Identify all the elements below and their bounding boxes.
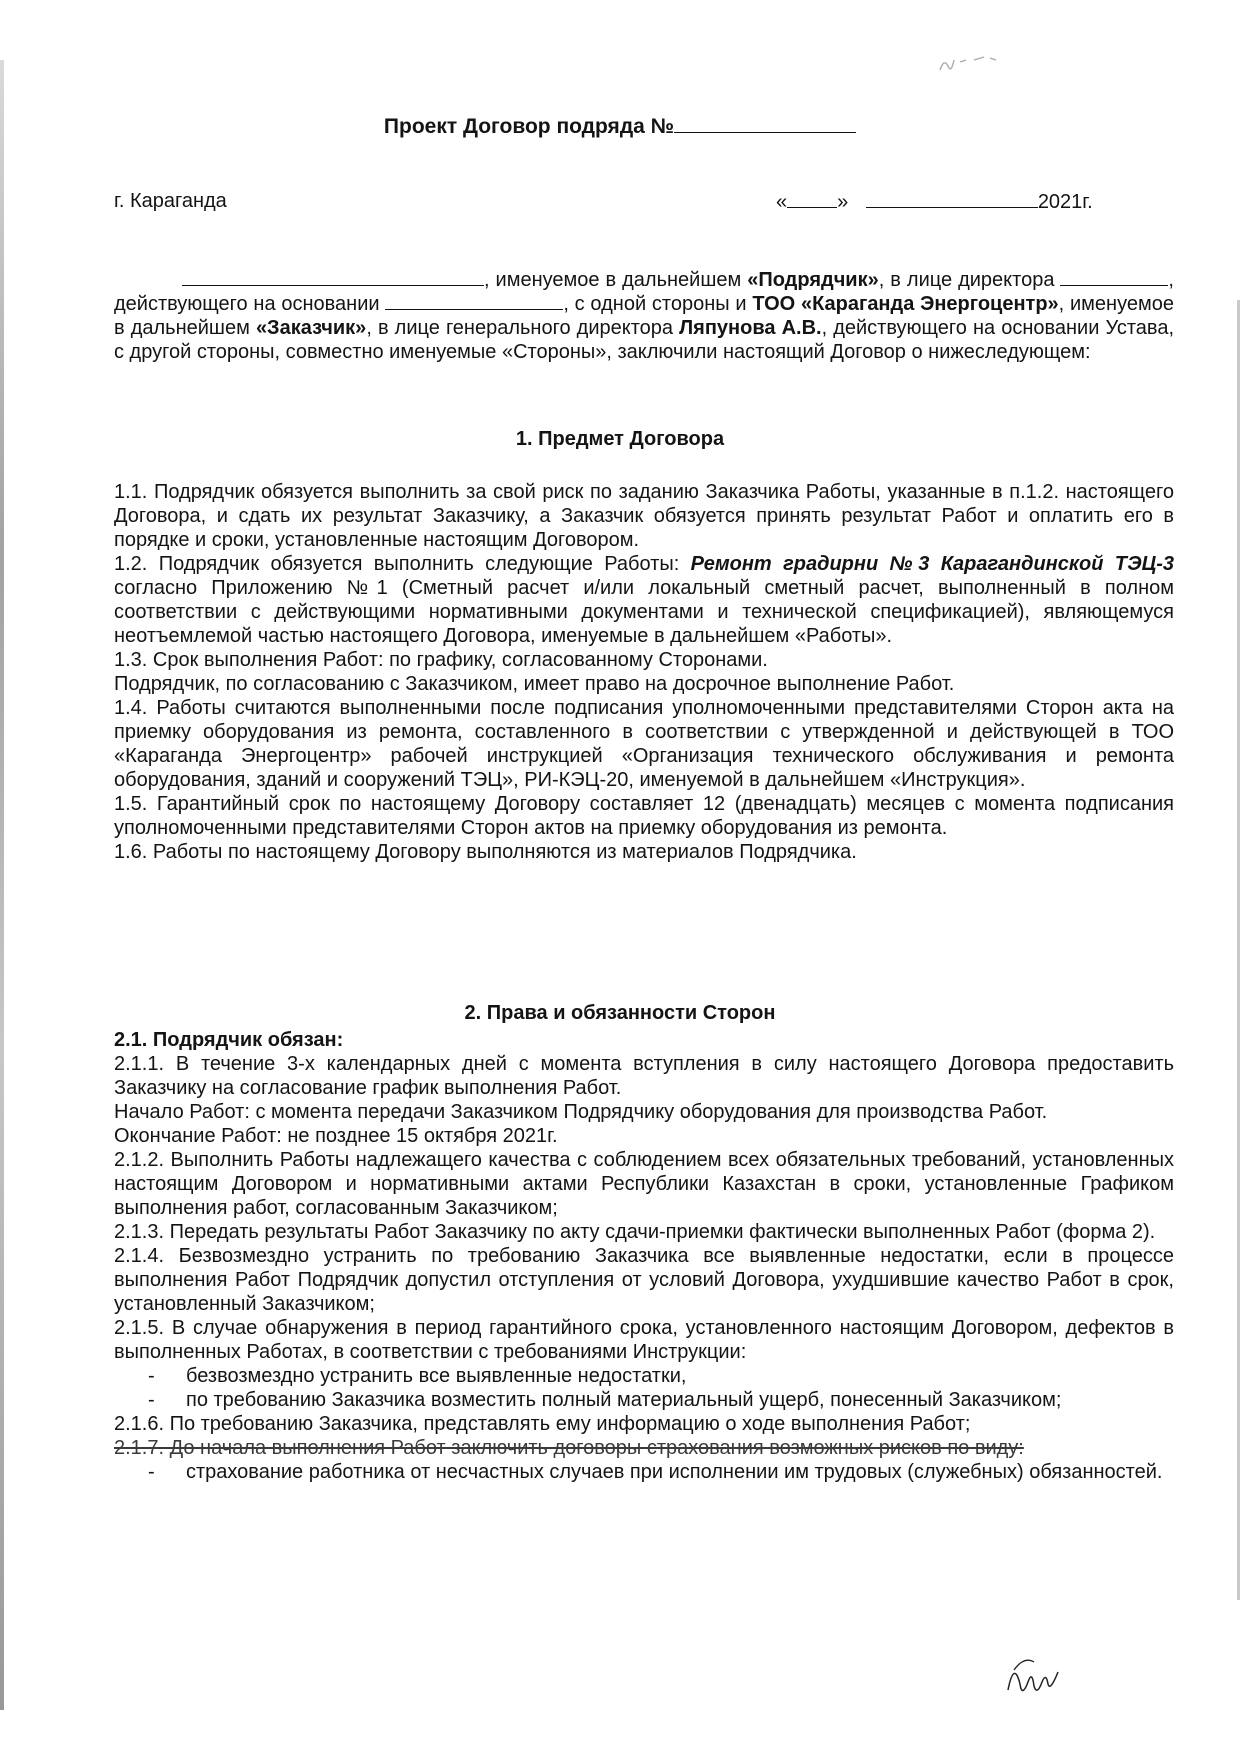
clause-1-2: 1.2. Подрядчик обязуется выполнить следующие Работы: Ремонт градирни №3 Карагандинской ТЭЦ-3 согласно Приложению №1 (Сметный расчет и/или локальный сметный расчет, выполненный в полном соответствии с действующими нормативными документами и технической спецификацией), являющемуся неотъемлемой частью настоящего Договора, именуемые в дальнейшем «Работы». <box>114 553 1174 647</box>
work-end: Окончание Работ: не позднее 15 октября 2021г. <box>114 1125 558 1147</box>
basis-blank <box>385 292 563 310</box>
day-blank <box>787 190 837 208</box>
subsection-2-1: 2.1. Подрядчик обязан: <box>114 1029 344 1051</box>
contract-number-blank <box>674 114 856 133</box>
clause-1-5: 1.5. Гарантийный срок по настоящему Договору составляет 12 (двенадцать) месяцев с момента подписания уполномоченными представителями Сторон актов на приемку оборудования из ремонта. <box>114 793 1174 839</box>
clause-2-1-2: 2.1.2. Выполнить Работы надлежащего качества с соблюдением всех обязательных требований, установленных настоящим Договором и нормативными актами Республики Казахстан в сроки, установленные Графиком выполнения работ, согласованным Заказчиком; <box>114 1149 1174 1219</box>
month-blank <box>866 190 1038 208</box>
preamble: , именуемое в дальнейшем «Подрядчик», в лице директора , действующего на основании , с одной стороны и ТОО «Караганда Энергоцентр», именуемое в дальнейшем «Заказчик», в лице генерального директора Ляпунова А.В., действующего на основании Устава, с другой стороны, совместно именуемые «Стороны», заключили настоящий Договор о нижеследующем: <box>114 269 1174 363</box>
clause-2-1-4: 2.1.4. Безвозмездно устранить по требованию Заказчика все выявленные недостатки, если в процессе выполнения Работ Подрядчик допустил отступления от условий Договора, ухудшившие качество Работ в срок, установленный Заказчиком; <box>114 1245 1174 1315</box>
clause-1-1: 1.1. Подрядчик обязуется выполнить за свой риск по заданию Заказчика Работы, указанные в п.1.2. настоящего Договора, и сдать их результат Заказчику, а Заказчик обязуется принять результат Работ и оплатить его в порядке и сроки, установленные настоящим Договором. <box>114 481 1174 551</box>
section-1-heading: 1. Предмет Договора <box>515 428 725 450</box>
section-2-body <box>114 1028 1174 1484</box>
clause-2-1-5: 2.1.5. В случае обнаружения в период гарантийного срока, установленного настоящим Договором, дефектов в выполненных Работах, в соответствии с требованиями Инструкции: <box>114 1317 1174 1363</box>
clause-2-1-7-struck: 2.1.7. До начала выполнения Работ заключить договоры страхования возможных рисков по виду: <box>114 1437 1024 1459</box>
list-item: - страхование работника от несчастных случаев при исполнении им трудовых (служебных) обязанностей. <box>148 1461 1163 1483</box>
document-title: Проект Договор подряда № <box>0 114 1240 139</box>
scan-edge-left <box>0 60 4 1710</box>
clause-2-1-6: 2.1.6. По требованию Заказчика, представлять ему информацию о ходе выполнения Работ; <box>114 1413 971 1435</box>
clause-1-6: 1.6. Работы по настоящему Договору выполняются из материалов Подрядчика. <box>114 841 857 863</box>
section-1-body <box>114 480 1174 864</box>
clause-1-3: 1.3. Срок выполнения Работ: по графику, согласованному Сторонами. <box>114 649 768 671</box>
work-start: Начало Работ: с момента передачи Заказчиком Подрядчику оборудования для производства Работ. <box>114 1101 1048 1123</box>
director-name-blank <box>1060 268 1168 286</box>
list-item: - безвозмездно устранить все выявленные недостатки, <box>148 1365 687 1387</box>
list-item: - по требованию Заказчика возместить полный материальный ущерб, понесенный Заказчиком; <box>148 1389 1062 1411</box>
pencil-mark <box>930 40 1020 90</box>
clause-1-3-note: Подрядчик, по согласованию с Заказчиком, имеет право на досрочное выполнение Работ. <box>114 673 955 695</box>
contractor-name-blank <box>182 268 484 286</box>
city-label: г. Караганда <box>114 190 227 212</box>
clause-2-1-3: 2.1.3. Передать результаты Работ Заказчику по акту сдачи-приемки фактически выполненных Работ (форма 2). <box>114 1221 1156 1243</box>
clause-1-4: 1.4. Работы считаются выполненными после подписания уполномоченными представителями Сторон акта на приемку оборудования из ремонта, составленного в соответствии с утвержденной и действующей в ТОО «Караганда Энергоцентр» рабочей инструкцией «Организация технического обслуживания и ремонта оборудования, зданий и сооружений ТЭЦ», РИ-КЭЦ-20, именуемой в дальнейшем «Инструкция». <box>114 697 1174 791</box>
clause-2-1-1: 2.1.1. В течение 3-х календарных дней с момента вступления в силу настоящего Договора предоставить Заказчику на согласование график выполнения Работ. <box>114 1053 1174 1099</box>
date-field: « » 2021г. <box>776 191 1093 213</box>
signature-mark <box>1000 1650 1070 1710</box>
section-2-heading: 2. Права и обязанности Сторон <box>464 1002 776 1024</box>
